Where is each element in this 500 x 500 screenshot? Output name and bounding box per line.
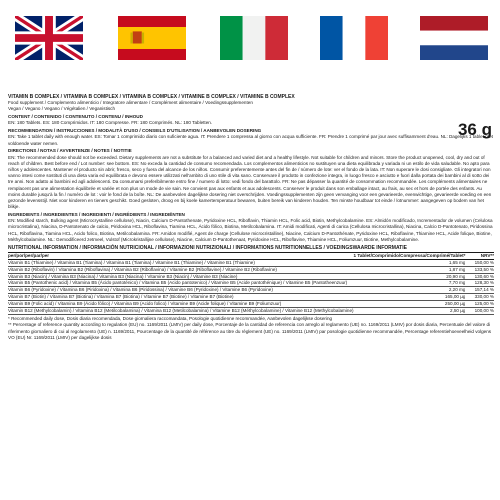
nutrition-cell-amount: 2,50 µg: [354, 308, 466, 315]
ingredients-text: EN: Modified starch, Bulking agent (Microcrystalline cellulose), Niacin, Calcium D-Pantothenate, Pyridoxine HCL, Riboflavin, Thiamin HCL, Folic acid, Biotin, Methylcobalamine. ES: Almidón modificado, Incrementador de volumen (Celulosa microcristalina), Niacina, D-Pantotenato de calcio, Piridoxina HCL, Riboflavina, Tiamina HCL, Ácido fólico, Biotina, Metilcobalamina. IT: Amidi modificati, Agenti di carica (Cellulosa microcristallina), Niacina, Calcio D-Pantotenato, Piridossina HCL, Riboflavina, Tiamina HCL, Acido folico, Biotina, Metilcobalamina. FR: Amidon modifié, Agent de charge (Cellulose microcristalline), Niacine, Calcium D-Pantothénate, Pyridoxine HCL, Riboflavine, Thiamine HCL, Acide folique, Biotine, Méthylcobalamine. NL: Gemodificeerd zetmeel, Vulstof (Microkristallijne cellulose), Niacine, Calcium D-Pantothenaat, Pyridoxine HCL, Riboflavine, Thiamine HCL, Foliumzuur, Biotine, Methylcobalamine.: [8, 218, 493, 242]
nutrition-row: [8, 301, 494, 308]
nutrition-cell-amount: 1,65 mg: [354, 259, 466, 266]
uk-flag-icon: [15, 16, 83, 60]
directions-section: [8, 148, 494, 210]
nutrition-cell-name: Vitamin B9 (Folic acid) / Vitamina B9 (Ácido fólico) / Vitamina B9 (Acido folico) / Vitamine B9 (Acide folique) / Vitamine B9 (Foliumzuur): [8, 301, 354, 308]
nutrition-cell-name: Vitamin B12 (Methylcobalamin) / Vitamina B12 (Metilcobalamina) / Vitamina B12 (Metilcobalamina) / Vitamine B12 (Méthylcobalamine) / Vitamine B12 (Methylcobalamine): [8, 308, 354, 314]
nutrition-cell-nrv: 100,00 %: [465, 308, 494, 315]
nutrition-cell-amount: 7,70 mg: [354, 280, 466, 287]
nutrition-cell-amount: 1,87 mg: [354, 266, 466, 273]
language-flags: [0, 16, 500, 60]
content-heading: CONTENT / CONTENIDO / CONTENUTO / CONTENU / INHOUD: [8, 114, 143, 120]
nutrition-cell-name: Vitamin B5 (Pantothenic acid) / Vitamina B5 (Ácido pantoténico) / Vitamina B5 (Acido pantotenico) / Vitamine B5 (Acide pantothénique) / Vitamine B5 (Pantotheenzuur): [8, 280, 354, 287]
nutrition-rows: [8, 259, 494, 314]
nutrition-row: [8, 266, 494, 273]
nutrition-cell-nrv: 330,00 %: [465, 294, 494, 301]
nutrition-cell-name: Vitamin B2 (Riboflavin) / Vitamina B2 (Riboflavina) / Vitamina B2 (Riboflavina) / Vitamine B2 (Riboflavine) / Vitamine B2 (Riboflavine): [8, 266, 354, 273]
net-weight: 36 g: [457, 120, 492, 139]
nutrition-cell-name: Vitamin B6 (Pyridoxine) / Vitamina B6 (Piridoxina) / Vitamina B6 (Piridossina) / Vitamine B6 (Pyridoxine) / Vitamine B6 (Pyridoxine): [8, 287, 354, 294]
nutrition-cell-nrv: 128,30 %: [465, 280, 494, 287]
directions-text: EN: The recommended dose should not be exceeded. Dietary supplements are not a substitute for a balanced and varied diet and a healthy lifestyle. Not suitable for children and minors. Store the product unopened, cool, dry and out of reach of children. Best before end / Lot number: see bottom. ES: No exceda la cantidad de consumo recomendada. Los complementos alimenticios no sustituyen una dieta equilibrada y variada ni un estilo de vida saludable. No apto para niños y adolescentes. Mantener el producto sin abrir, fresco, seco y fuera del alcance de los niños. Consumir preferentemente antes del fin de / número de lote: ver el fondo de la lata. IT: Non superare le dosi consigliate. Gli integratori non vanno intesi come sostituti di una dieta varia ed equilibrata e devono essere utilizzati nell'ambito di uno stile di vita sano. Conservare il prodotto in confezione integra, in luogo fresco e asciutto e fuori dalla portata dei bambini al di sotto dei tre anni. Non adatto ai bambini ed agli adolescenti. Da consumarsi preferibilmente entro fine / numero di lotto: vedi fondo del barattolo. FR: Ne pas dépasser la quantité de consommation recommandée. Les compléments alimentaires ne remplacent pas une alimentation équilibrée et variée et non plus un mode de vie sain. Ne convient pas aux enfants et aux adolescents. Conserver le produit dans son emballage intact, au frais, au sec et hors de portée des enfants. Au moins durable jusqu'à la fin / numéro de lot : voir le fond de la boîte. NL: De aanbevolen dagelijkse dosering niet overschrijden. Voedingssupplementen zijn geen vervanging voor een gevarieerde, evenwichtige, gevarieerde voeding en een gezonde levensstijl. Niet voor kinderen en tieners geschikt. Goed gesloten, droog en bij koele kamertemperatuur bewaren, buiten bereik van kinderen houden. Ten minste houdbaar tot einde / lotnummer: aangegeven op bodem van het blikje.: [8, 154, 492, 210]
col-name-header: per/por/per/par/per: [8, 253, 354, 259]
italy-flag-icon: [220, 16, 288, 60]
nutrition-cell-nrv: 125,00 %: [465, 301, 494, 308]
nutrition-row: [8, 280, 494, 287]
nutrition-table: [8, 253, 494, 315]
nutrition-row: [8, 308, 494, 315]
content-text: EN: 180 Tablets. ES: 180 Comprimidos. IT: 180 Compresse. FR: 180 Comprimés. NL: 180 Tabletten.: [8, 120, 213, 126]
recommendation-section: [8, 128, 494, 147]
product-type: Food supplement / Complemento alimenticio / Integratore alimentare / Complément alimentaire / Voedingssupplementen: [8, 100, 253, 106]
recommendation-text: EN: Take 1 tablet daily with enough water. ES: Tomar 1 comprimido diario con suficiente agua. IT: Prendere 1 compressa al giorno con acqua sufficiente. FR: Prendre 1 comprimé par jour avec suffisamment d'eau. NL: Dagelijks 1 tablet met voldoende water nemen.: [8, 134, 493, 146]
col-amount-header: 1 Tablet/Comprimido/Compressa/Comprimé/Tablet*: [353, 252, 466, 258]
product-title: VITAMIN B COMPLEX / VITAMINA B COMPLEX / VITAMINA B COMPLEX / VITAMINE B COMPLEX / VITAMINE B COMPLEX: [8, 94, 295, 100]
col-nrv-header: NRV**: [465, 253, 494, 259]
nutrition-row: [8, 287, 494, 294]
nutrition-cell-nrv: 150,00 %: [465, 259, 494, 266]
ingredients-section: [8, 212, 494, 243]
nutrition-cell-name: Vitamin B1 (Thiamine) / Vitamina B1 (Tiamina) / Vitamina B1 (Tiamina) / Vitamine B1 (Thiamine) / Vitamine B1 (Thiamine): [8, 259, 354, 266]
nutrition-cell-amount: 2,20 mg: [354, 287, 466, 294]
nutrition-cell-name: Vitamin B3 (Niacin) / Vitamina B3 (Niacina) / Vitamina B3 (Niacina) / Vitamine B3 (Niacin) / Vitamine B3 (Niacine): [8, 273, 354, 280]
label-text: [8, 94, 494, 341]
nutrition-cell-amount: 250,00 µg: [354, 301, 466, 308]
footnote-daily-dose: * Recommended daily dose, Dosis diaria recomendada, Dose giornaliera raccomandata, Posologie quotidienne recommandée, Aanbevolen dagelijkse dosering: [8, 315, 333, 321]
ingredients-heading: INGREDIENTS / INGREDIENTES / INGREDIENTI / INGRÉDIENTS / INGREDIËNTEN: [8, 212, 185, 218]
product-diet: Vegan / Vegano / Vegano / Végétalien / Veganistisch: [8, 106, 116, 112]
recommendation-heading: RECOMMENDATION / INSTRUCCIONES / MODALITÀ D'USO / CONSEILS D'UTILISATION / AANBEVOLEN DOSERING: [8, 128, 262, 134]
nutrition-cell-nrv: 133,50 %: [465, 266, 494, 273]
spain-flag-icon: [118, 16, 186, 60]
nutrition-row: [8, 273, 494, 280]
nutrition-section: [8, 245, 494, 341]
nutrition-cell-nrv: 157,14 %: [465, 287, 494, 294]
nutrition-heading: NUTRITIONAL INFORMATION / INFORMACIÓN NUTRICIONAL / INFORMAZIONI NUTRIZIONALI / INFORMATIONS NUTRITIONNELLES / VOEDINGSWAARDE INFORMATIE: [8, 245, 494, 253]
content-section: [8, 114, 494, 126]
netherlands-flag-icon: [420, 16, 488, 60]
nutrition-cell-amount: 165,00 µg: [354, 294, 466, 301]
product-header: [8, 94, 408, 113]
france-flag-icon: [320, 16, 388, 60]
directions-heading: DIRECTIONS / NOTAS / AVVERTENZE / NOTES / NOTITIE: [8, 148, 132, 154]
nutrition-footnotes: [8, 316, 494, 341]
nutrition-cell-amount: 20,90 mg: [354, 273, 466, 280]
footnote-reference: ** Percentage of reference quantity according to regulation (EU) no. 1169/2011 (LMIV) per daily dose, Porcentaje de la cantidad de referencia con arreglo al reglamento (UE) no. 1169/2011 (LMIV) por dosis diaria, Percentuale del valore di riferimento giornaliero di cui al regolamento (UE) n. 1169/2011, Pourcentage de la quantité de référence au titre du règlement (UE) no. 1169/2011 (LMIV) par posologie quotidienne recommandée, Percentage referentiehoeveelheid volgens VO (EU) Nr. 1169/2011 (LMIV) per dagelijkse dosis: [8, 322, 492, 340]
nutrition-cell-name: Vitamin B7 (Biotin) / Vitamina B7 (Biotina) / Vitamina B7 (Biotina) / Vitamine B7 (Biotine) / Vitamine B7 (Biotine): [8, 294, 354, 301]
nutrition-row: [8, 259, 494, 266]
nutrition-cell-nrv: 130,60 %: [465, 273, 494, 280]
nutrition-row: [8, 294, 494, 301]
